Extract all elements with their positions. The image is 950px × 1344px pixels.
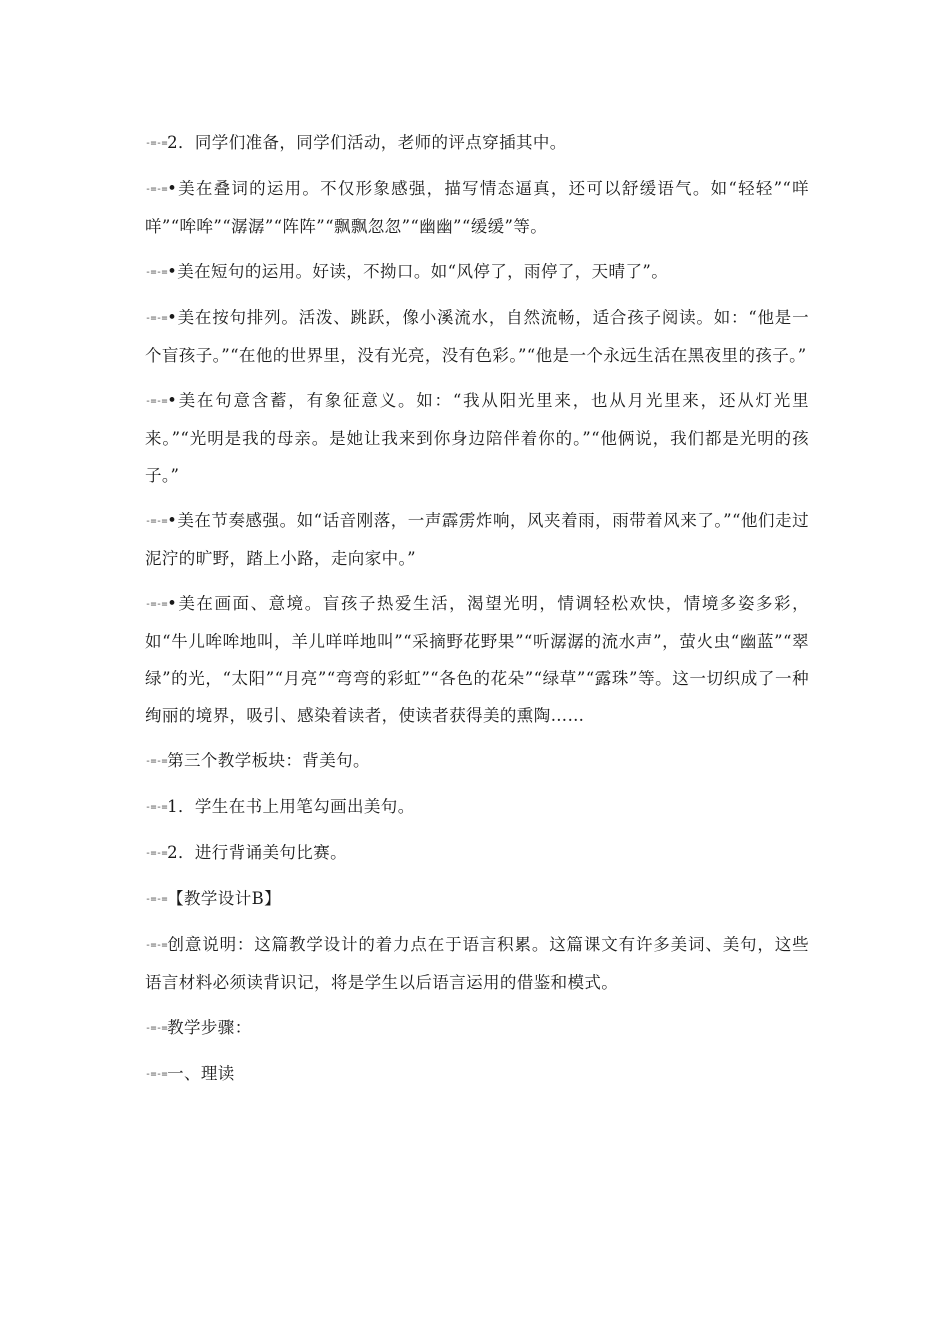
paragraph-step-one-reading	[145, 1055, 809, 1093]
paragraph-text: •美在句意含蓄，有象征意义。如：“我从阳光里来，也从月光里来，还从灯光里来。”“光明是我的母亲。是她让我来到你身边陪伴着你的。”“他俩说，我们都是光明的孩子。”	[145, 391, 809, 485]
line-marker: -=-=	[145, 184, 168, 195]
line-marker: -=-=	[145, 396, 168, 407]
line-marker: -=-=	[145, 599, 168, 610]
section-heading-block-3	[145, 742, 809, 780]
paragraph-text: •美在叠词的运用。不仅形象感强，描写情态逼真，还可以舒缓语气。如“轻轻”“咩咩”“哞哞”“潺潺”“阵阵”“飘飘忽忽”“幽幽”“缓缓”等。	[145, 179, 809, 236]
line-marker: -=-=	[145, 1069, 168, 1080]
paragraph-step-1	[145, 788, 809, 826]
line-marker: -=-=	[145, 802, 168, 813]
section-heading-design-b	[145, 880, 809, 918]
paragraph-teaching-steps	[145, 1009, 809, 1047]
paragraph-text: 1．学生在书上用笔勾画出美句。	[167, 797, 415, 816]
line-marker: -=-=	[145, 138, 168, 149]
line-marker: -=-=	[145, 894, 168, 905]
paragraph-creative-note	[145, 926, 809, 1001]
line-marker: -=-=	[145, 940, 168, 951]
paragraph-text: 一、理读	[167, 1064, 235, 1083]
paragraph-text: 【教学设计B】	[167, 889, 282, 908]
paragraph-text: •美在画面、意境。盲孩子热爱生活，渴望光明，情调轻松欢快，情境多姿多彩，如“牛儿哞哞地叫，羊儿咩咩地叫”“采摘野花野果”“听潺潺的流水声”，萤火虫“幽蓝”“翠绿”的光，“太阳”“月亮”“弯弯的彩虹”“各色的花朵”“绿草”“露珠”等。这一切织成了一种绚丽的境界，吸引、感染着读者，使读者获得美的熏陶……	[145, 594, 809, 725]
paragraph-text: 创意说明：这篇教学设计的着力点在于语言积累。这篇课文有许多美词、美句，这些语言材料必须读背识记，将是学生以后语言运用的借鉴和模式。	[145, 935, 809, 992]
paragraph-activity-step-2	[145, 124, 809, 162]
line-marker: -=-=	[145, 313, 168, 324]
line-marker: -=-=	[145, 516, 168, 527]
paragraph-text: •美在按句排列。活泼、跳跃，像小溪流水，自然流畅，适合孩子阅读。如：“他是一个盲孩子。”“在他的世界里，没有光亮，没有色彩。”“他是一个永远生活在黑夜里的孩子。”	[145, 308, 809, 365]
paragraph-text: 教学步骤：	[167, 1018, 252, 1037]
line-marker: -=-=	[145, 267, 168, 278]
paragraph-text: •美在节奏感强。如“话音刚落，一声霹雳炸响，风夹着雨，雨带着风来了。”“他们走过泥泞的旷野，踏上小路，走向家中。”	[145, 511, 809, 568]
paragraph-text: 第三个教学板块：背美句。	[167, 751, 370, 770]
paragraph-implicit-meaning	[145, 382, 809, 494]
paragraph-rhythm	[145, 502, 809, 577]
line-marker: -=-=	[145, 1023, 168, 1034]
paragraph-reduplication	[145, 170, 809, 245]
paragraph-text: •美在短句的运用。好读，不拗口。如“风停了，雨停了，天晴了”。	[167, 262, 669, 281]
paragraph-step-2	[145, 834, 809, 872]
paragraph-imagery	[145, 585, 809, 734]
document-body	[145, 124, 809, 1101]
paragraph-text: 2．进行背诵美句比赛。	[167, 843, 347, 862]
paragraph-line-arrangement	[145, 299, 809, 374]
paragraph-text: 2．同学们准备，同学们活动，老师的评点穿插其中。	[167, 133, 567, 152]
paragraph-short-sentences	[145, 253, 809, 291]
line-marker: -=-=	[145, 756, 168, 767]
line-marker: -=-=	[145, 848, 168, 859]
